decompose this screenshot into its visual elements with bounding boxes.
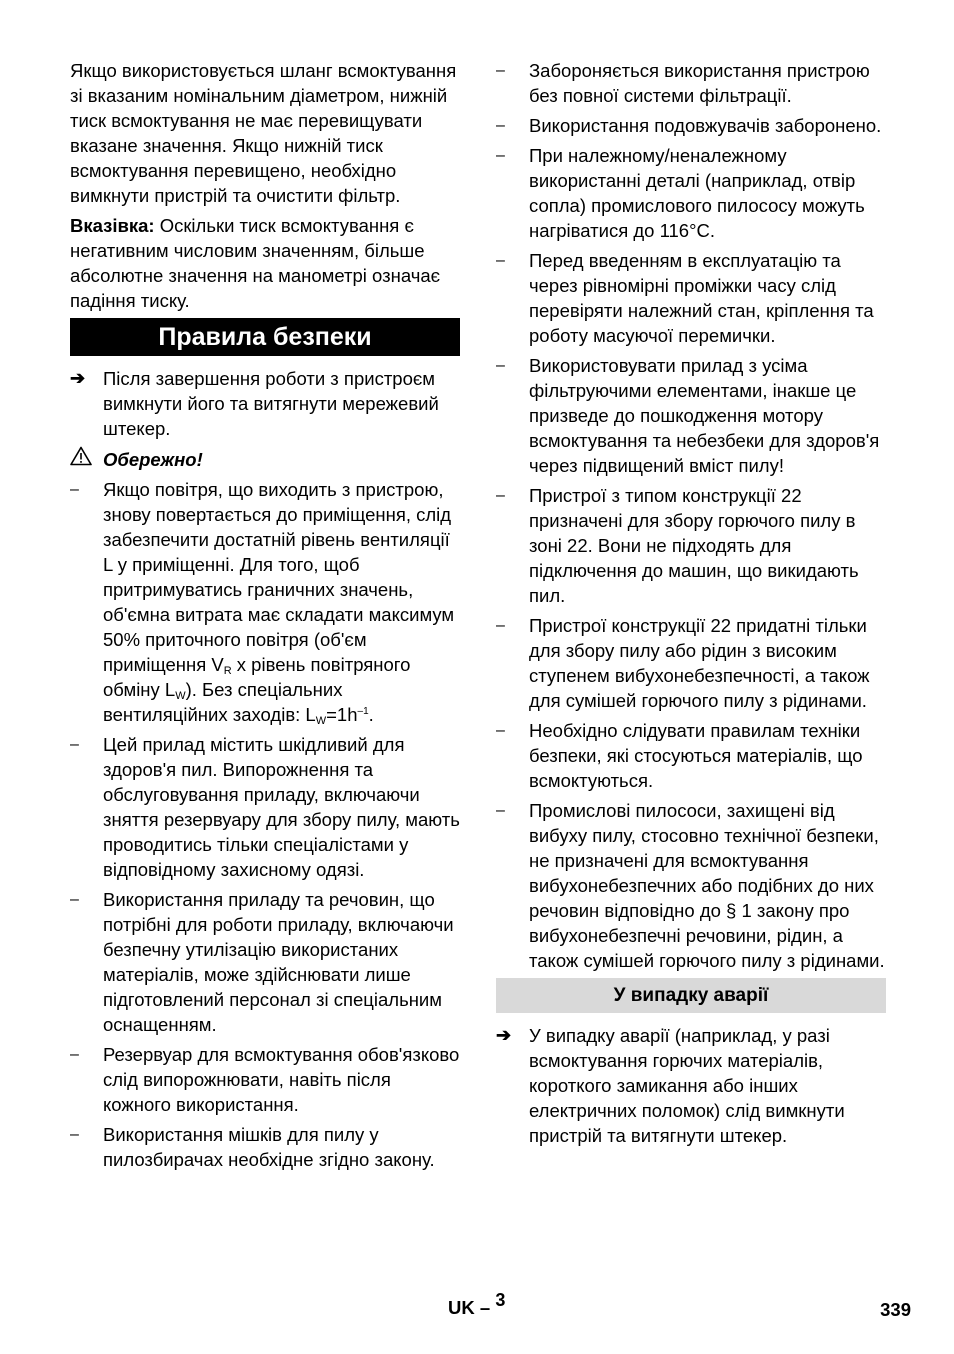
- list-item-text: Використання мішків для пилу у пилозбирачах необхідне згідно закону.: [103, 1124, 435, 1170]
- section-title-emergency: У випадку аварії: [496, 978, 886, 1013]
- list-item: [70, 1122, 460, 1172]
- dash-marker: –: [70, 1046, 79, 1063]
- left-column: [70, 58, 460, 1177]
- page-number: 339: [880, 1299, 911, 1320]
- list-item: [496, 483, 886, 608]
- section-title-safety: Правила безпеки: [70, 318, 460, 356]
- caution-heading: [70, 446, 460, 472]
- dash-marker: –: [496, 802, 505, 819]
- list-item-text: Промислові пилососи, захищені від вибуху пилу, стосовно технічної безпеки, не призначені для всмоктування вибухонебезпечних або подібних до них речовин відповідно до § 1 закону про вибухонебезпечні речовини, рідин, а також сумішей горючого пилу з рідинами.: [529, 800, 885, 971]
- list-item-text: Необхідно слідувати правилам техніки безпеки, які стосуються матеріалів, що всмоктуються.: [529, 720, 863, 791]
- dash-marker: –: [496, 252, 505, 269]
- dash-marker: –: [496, 722, 505, 739]
- note-paragraph: [70, 213, 460, 313]
- list-item: [496, 353, 886, 478]
- arrow-list-item: [70, 366, 460, 441]
- list-item: [496, 58, 886, 108]
- list-item-text: Пристрої конструкції 22 придатні тільки для збору пилу або рідин з високим ступенем вибухонебезпечності, а також для сумішей горючого пилу з рідинами.: [529, 615, 870, 711]
- list-item-text: Перед введенням в експлуатацію та через рівномірні проміжки часу слід перевіряти належний стан, кріплення та роботу масуючої перемички.: [529, 250, 874, 346]
- list-item: [70, 477, 460, 727]
- intro-paragraph: Якщо використовується шланг всмоктування зі вказаним номінальним діаметром, нижній тиск всмоктування не має перевищувати вказане значення. Якщо нижній тиск всмоктування перевищено, необхідно вимкнути пристрій та очистити фільтр.: [70, 60, 457, 206]
- dash-marker: –: [70, 891, 79, 908]
- arrow-right-icon: ➔: [496, 1025, 512, 1045]
- list-item: [496, 613, 886, 713]
- arrow-item-text: Після завершення роботи з пристроєм вимкнути його та витягнути мережевий штекер.: [103, 368, 439, 439]
- dash-marker: –: [496, 147, 505, 164]
- ventilation-text: Якщо повітря, що виходить з пристрою, знову повертається до приміщення, слід забезпечити достатній рівень вентиляції L у приміщенні. Для того, щоб притримуватись граничних значень, об'ємна витрата має складати максимум 50% приточного повітря (об'єм приміщення $V_R$ х рівень повітряного обміну $L_W$). Без спеціальних вентиляційних заходів: $L_W=1h^{-1}$.: [103, 479, 455, 727]
- list-item-text: Використовувати прилад з усіма фільтруючими елементами, інакше це призведе до пошкодження мотору всмоктування та небезбеки для здоров'я через підвищений вміст пилу!: [529, 355, 880, 476]
- right-column: [496, 58, 886, 1153]
- list-item: [496, 798, 886, 973]
- dash-marker: –: [496, 62, 505, 79]
- warning-triangle-icon: [70, 446, 103, 472]
- list-item-text: При належному/неналежному використанні деталі (наприклад, отвір сопла) промислового пилососу можуть нагріватися до 116°C.: [529, 145, 865, 241]
- list-item-text: Пристрої з типом конструкції 22 призначені для збору горючого пилу в зоні 22. Вони не підходять для підключення до машин, що викидають пил.: [529, 485, 859, 606]
- dash-marker: –: [70, 736, 79, 753]
- dash-marker: –: [70, 481, 79, 498]
- list-item: [70, 887, 460, 1037]
- list-item: [496, 718, 886, 793]
- list-item-text: Використання подовжувачів заборонено.: [529, 115, 882, 136]
- dash-marker: –: [496, 487, 505, 504]
- dash-marker: –: [496, 617, 505, 634]
- arrow-list-item: [496, 1023, 886, 1148]
- emergency-item-text: У випадку аварії (наприклад, у разі всмоктування горючих матеріалів, короткого замикання або інших електричних поломок) слід вимкнути пристрій та витягнути штекер.: [529, 1025, 845, 1146]
- arrow-right-icon: ➔: [70, 368, 86, 388]
- footer-section-code: UK – $^3$: [448, 1289, 506, 1318]
- note-label: Вказівка:: [70, 215, 155, 236]
- dash-marker: –: [496, 117, 505, 134]
- caution-label: Обережно!: [103, 448, 203, 470]
- list-item: [496, 248, 886, 348]
- list-item: [70, 1042, 460, 1117]
- list-item-text: Резервуар для всмоктування обов'язково слід випорожнювати, навіть після кожного використання.: [103, 1044, 460, 1115]
- note-text: Оскільки тиск всмоктування є негативним числовим значенням, більше абсолютне значення на манометрі означає падіння тиску.: [70, 215, 441, 311]
- dash-marker: –: [70, 1126, 79, 1143]
- list-item: [496, 143, 886, 243]
- list-item-text: Використання приладу та речовин, що потрібні для роботи приладу, включаючи безпечну утилізацію використаних матеріалів, може здійснювати лише підготовлений персонал зі спеціальним оснащенням.: [103, 889, 454, 1035]
- list-item-text: Забороняється використання пристрою без повної системи фільтрації.: [529, 60, 870, 106]
- dash-marker: –: [496, 357, 505, 374]
- list-item-text: Цей прилад містить шкідливий для здоров'я пил. Випорожнення та обслуговування приладу, включаючи зняття резервуару для збору пилу, мають проводитись тільки спеціалістами у відповідному захисному одязі.: [103, 734, 460, 880]
- list-item: [496, 113, 886, 138]
- list-item: [70, 732, 460, 882]
